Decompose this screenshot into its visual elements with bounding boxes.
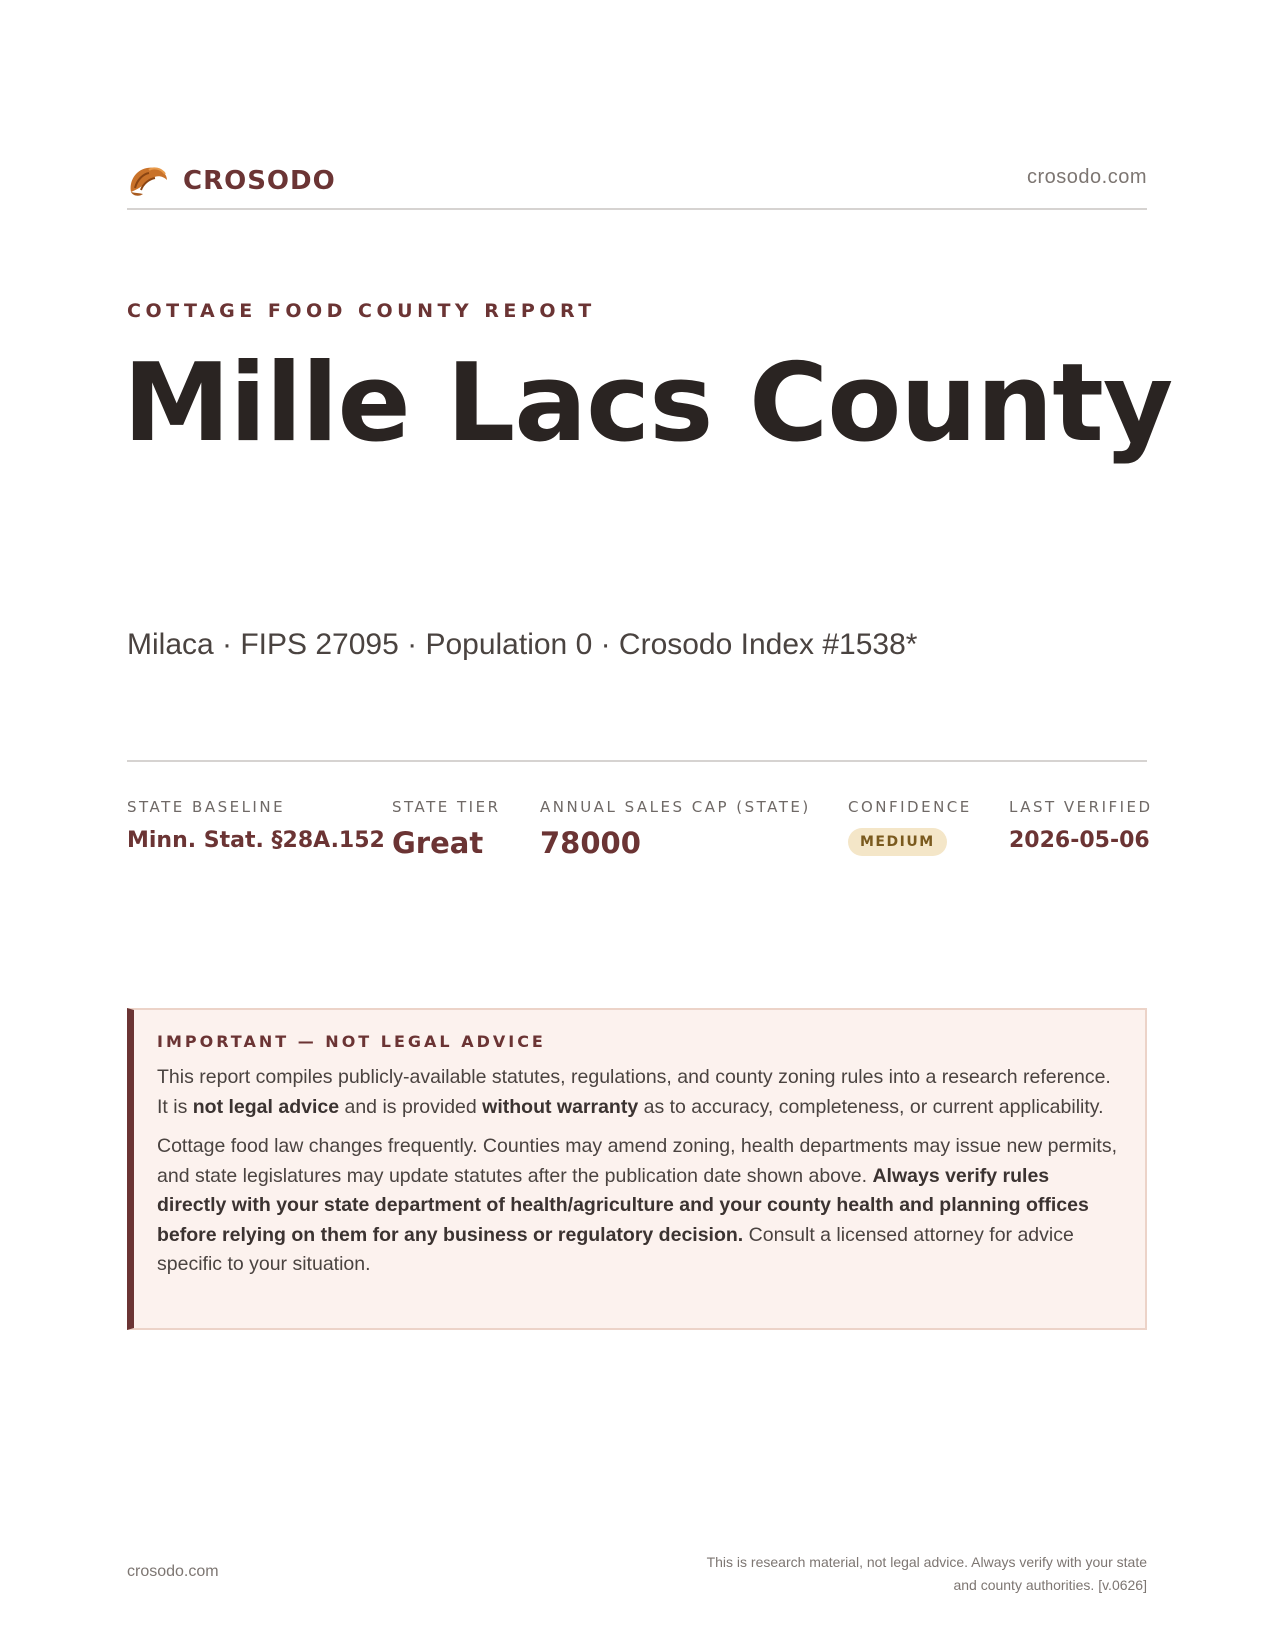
stat-last-verified: [1009, 798, 1153, 853]
stats-row: [127, 798, 1153, 868]
divider: [127, 760, 1147, 762]
notice-text: This report compiles publicly-available statutes, regulations, and county zoning rules into a research reference. It is: [157, 1066, 1111, 1118]
notice-text: Consult a licensed attorney for advice specific to your situation.: [157, 1223, 1074, 1275]
stat-value: Minn. Stat. §28A.152: [127, 828, 385, 853]
stat-sales-cap: [540, 798, 811, 860]
notice-title: IMPORTANT — NOT LEGAL ADVICE: [157, 1032, 546, 1051]
county-meta-line: Milaca · FIPS 27095 · Population 0 · Crosodo Index #1538*: [127, 628, 918, 661]
notice-paragraph: [157, 1063, 1121, 1122]
brand: [127, 162, 336, 200]
notice-paragraph: [157, 1132, 1121, 1280]
stat-label: STATE BASELINE: [127, 798, 286, 816]
notice-text: and is provided: [339, 1095, 483, 1118]
confidence-badge: MEDIUM: [848, 828, 947, 856]
page-header: [127, 158, 1147, 210]
notice-emphasis: not legal advice: [192, 1095, 340, 1118]
stat-label: STATE TIER: [392, 798, 501, 816]
stat-confidence: [848, 798, 972, 856]
footer-disclaimer: [627, 1551, 1147, 1597]
footer-disclaimer-line: This is research material, not legal advice. Always verify with your state: [706, 1554, 1147, 1570]
stat-label: CONFIDENCE: [848, 798, 972, 816]
stat-label: LAST VERIFIED: [1009, 798, 1153, 816]
brand-name: CROSODO: [183, 166, 336, 196]
croissant-icon: [127, 162, 169, 200]
stat-state-baseline: [127, 798, 385, 853]
legal-notice: [127, 1008, 1147, 1330]
notice-emphasis: Always verify rules directly with your state department of health/agriculture and your county health and planning offices before relying on them for any business or regulatory decision.: [157, 1164, 1089, 1246]
stat-label: ANNUAL SALES CAP (STATE): [540, 798, 811, 816]
stat-value: Great: [392, 826, 484, 860]
report-page: [123, 0, 1173, 1650]
notice-text: Cottage food law changes frequently. Counties may amend zoning, health departments may issue new permits, and state legislatures may update statutes after the publication date shown above.: [157, 1135, 1117, 1187]
page-title: Mille Lacs County: [123, 341, 1173, 466]
stat-state-tier: [392, 798, 501, 860]
stat-value: 78000: [540, 826, 641, 860]
notice-emphasis: without warranty: [482, 1095, 639, 1118]
notice-text: as to accuracy, completeness, or current applicability.: [638, 1095, 1104, 1118]
footer-disclaimer-line: and county authorities. [v.0626]: [953, 1577, 1147, 1593]
report-kicker: COTTAGE FOOD COUNTY REPORT: [127, 300, 596, 322]
footer-site-url[interactable]: crosodo.com: [127, 1563, 219, 1580]
site-url[interactable]: crosodo.com: [1027, 166, 1147, 188]
stat-value: 2026-05-06: [1009, 828, 1150, 853]
